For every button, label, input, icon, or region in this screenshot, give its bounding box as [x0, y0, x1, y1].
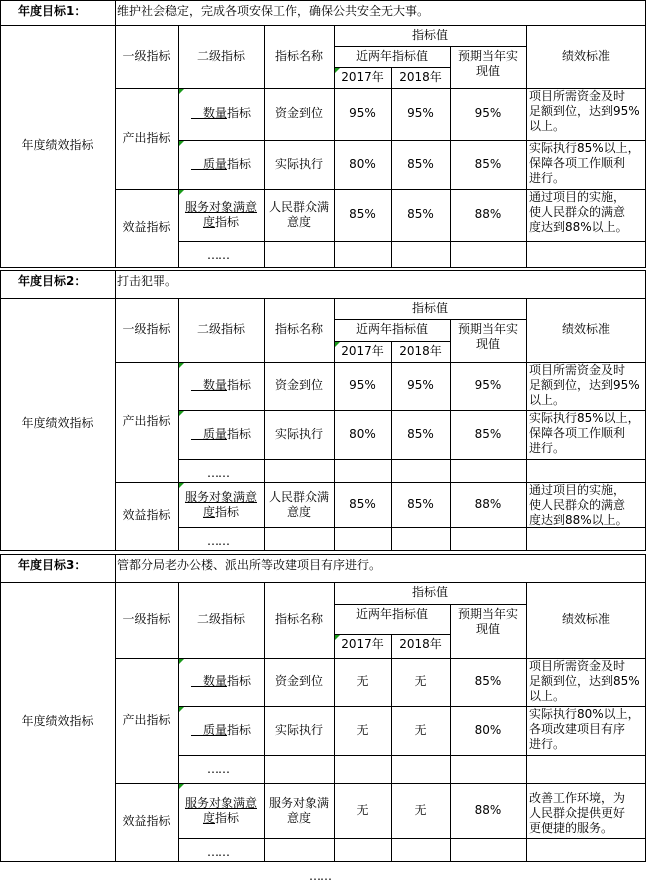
ellipsis-placeholder: ……: [207, 248, 229, 262]
level2-indicator: 服务对象满意: [184, 200, 257, 214]
performance-standard: 项目所需资金及时: [529, 659, 626, 673]
grid-line: [0, 550, 646, 551]
cell-comment-marker: [179, 784, 184, 789]
grid-line: [178, 838, 646, 839]
header-level1: 一级指标: [122, 322, 171, 336]
grid-line: [115, 554, 116, 583]
goal-label: 年度目标1：: [18, 4, 87, 18]
header-indicator-value: 指标值: [411, 585, 448, 599]
indicator-name: 意度: [286, 810, 311, 825]
performance-standard: 通过项目的实施，: [529, 483, 626, 497]
header-year-2017: 2017年: [341, 637, 384, 651]
ellipsis-placeholder: ……: [309, 869, 331, 883]
value-2018: 95%: [407, 106, 434, 120]
goal-label: 年度目标3：: [18, 558, 87, 572]
grid-line: [391, 634, 392, 862]
header-level2: 二级指标: [196, 48, 245, 63]
performance-standard: 实际执行85%以上，: [529, 141, 640, 155]
header-level1: 一级指标: [122, 48, 171, 63]
indicator-name: 人民群众满: [268, 489, 329, 504]
header-indicator-value: 指标值: [411, 28, 448, 42]
grid-line: [334, 634, 451, 635]
performance-standard: 足额到位，达到95%: [529, 378, 640, 392]
grid-line: [0, 267, 646, 268]
cell-comment-marker: [179, 363, 184, 368]
ellipsis-placeholder: ……: [207, 466, 229, 480]
value-2017: 95%: [349, 378, 376, 392]
performance-standard: 项目所需资金及时: [529, 89, 626, 103]
value-2018: 无: [414, 674, 427, 688]
indicator-name: 人民群众满: [268, 200, 329, 214]
header-recent-two-years: 近两年指标值: [355, 607, 428, 621]
ellipsis-placeholder: ……: [207, 845, 229, 859]
level2-indicator: 服务对象满意: [184, 795, 257, 810]
grid-line: [0, 298, 646, 299]
indicator-name: 意度: [286, 215, 311, 229]
level2-indicator: 数量指标: [190, 674, 252, 688]
performance-standard: 实际执行80%以上，: [529, 707, 640, 721]
expected-value: 85%: [474, 156, 502, 171]
performance-standard: 足额到位，达到85%: [529, 674, 640, 688]
indicator-name: 意度: [286, 504, 311, 519]
value-2017: 85%: [349, 496, 376, 511]
grid-line: [0, 0, 1, 268]
header-performance-standard: 绩效标准: [561, 48, 610, 63]
expected-value: 88%: [474, 207, 502, 221]
performance-standard: 保障各项工作顺利: [529, 426, 626, 440]
performance-standard: 项目所需资金及时: [529, 363, 626, 377]
value-2018: 无: [414, 722, 427, 737]
cell-comment-marker: [179, 659, 184, 664]
value-2018: 85%: [407, 156, 434, 171]
value-2017: 无: [356, 722, 369, 737]
level2-indicator: 服务对象满意: [184, 489, 257, 504]
expected-value: 85%: [474, 426, 502, 441]
performance-standard: 进行。: [529, 737, 566, 751]
header-level1: 一级指标: [122, 612, 171, 626]
header-expected-value: 预期当年实: [457, 49, 518, 63]
header-recent-two-years: 近两年指标值: [355, 49, 428, 63]
header-performance-standard: 绩效标准: [561, 612, 610, 626]
grid-line: [0, 582, 646, 583]
grid-line: [334, 341, 451, 342]
cell-comment-marker: [179, 190, 184, 195]
value-2018: 95%: [407, 378, 434, 392]
grid-line: [334, 67, 451, 68]
indicator-name: 实际执行: [274, 426, 323, 441]
grid-line: [0, 270, 1, 551]
goal-description: 维护社会稳定，完成各项安保工作，确保公共安全无大事。: [117, 4, 430, 18]
value-2017: 80%: [349, 156, 376, 171]
expected-value: 85%: [474, 674, 502, 688]
level2-indicator: 度指标: [202, 504, 240, 519]
performance-indicators-label: 年度绩效指标: [21, 416, 94, 430]
grid-line: [0, 0, 646, 1]
performance-standard: 人民群众提供更好: [529, 806, 626, 820]
ellipsis-placeholder: ……: [207, 534, 229, 548]
expected-value: 95%: [474, 106, 502, 120]
cell-comment-marker: [179, 411, 184, 416]
value-2017: 95%: [349, 106, 376, 120]
header-year-2017: 2017年: [341, 70, 384, 84]
goal-description: 管都分局老办公楼、派出所等改建项目有序进行。: [117, 558, 382, 572]
performance-standard: 以上。: [529, 393, 566, 407]
benefit-indicator-label: 效益指标: [122, 814, 171, 828]
performance-standard: 使人民群众的满意: [529, 498, 626, 512]
level2-indicator: 数量指标: [190, 106, 252, 120]
header-expected-value: 预期当年实: [457, 322, 518, 336]
header-expected-value: 现值: [475, 622, 500, 636]
indicator-name: 资金到位: [274, 378, 323, 392]
value-2018: 85%: [407, 496, 434, 511]
header-performance-standard: 绩效标准: [561, 322, 610, 336]
header-year-2018: 2018年: [399, 344, 442, 358]
performance-indicators-label: 年度绩效指标: [21, 138, 94, 152]
grid-line: [115, 270, 116, 299]
performance-standard: 足额到位，达到95%: [529, 104, 640, 118]
cell-comment-marker: [179, 89, 184, 94]
grid-line: [334, 46, 527, 47]
value-2018: 85%: [407, 207, 434, 221]
performance-standard: 使人民群众的满意: [529, 205, 626, 219]
header-expected-value: 现值: [475, 64, 500, 78]
header-year-2018: 2018年: [399, 70, 442, 84]
level2-indicator: 质量指标: [190, 426, 252, 441]
performance-standard: 实际执行85%以上，: [529, 411, 640, 425]
grid-line: [178, 459, 646, 460]
header-indicator-name: 指标名称: [274, 612, 323, 626]
header-indicator-value: 指标值: [411, 301, 448, 315]
benefit-indicator-label: 效益指标: [122, 220, 171, 234]
grid-line: [0, 554, 1, 862]
header-indicator-name: 指标名称: [274, 48, 323, 63]
grid-line: [115, 0, 116, 26]
indicator-name: 实际执行: [274, 156, 323, 171]
level2-indicator: 数量指标: [190, 378, 252, 392]
cell-comment-marker: [179, 483, 184, 488]
grid-line: [391, 341, 392, 551]
output-indicator-label: 产出指标: [122, 130, 171, 145]
indicator-name: 资金到位: [274, 106, 323, 120]
indicator-name: 服务对象满: [268, 795, 329, 810]
grid-line: [0, 554, 646, 555]
performance-standard: 度达到88%以上。: [529, 220, 628, 234]
header-indicator-name: 指标名称: [274, 322, 323, 336]
expected-value: 88%: [474, 802, 502, 817]
performance-standard: 各项改建项目有序: [529, 722, 626, 736]
value-2017: 无: [356, 674, 369, 688]
value-2018: 无: [414, 802, 427, 817]
performance-standard: 以上。: [529, 689, 566, 703]
indicator-name: 资金到位: [274, 674, 323, 688]
grid-line: [334, 319, 527, 320]
grid-line: [0, 25, 646, 26]
performance-standard: 保障各项工作顺利: [529, 156, 626, 170]
level2-indicator: 质量指标: [190, 722, 252, 737]
expected-value: 80%: [474, 722, 502, 737]
grid-line: [334, 604, 527, 605]
value-2017: 80%: [349, 426, 376, 441]
expected-value: 88%: [474, 496, 502, 511]
level2-indicator: 质量指标: [190, 156, 252, 171]
header-level2: 二级指标: [196, 322, 245, 336]
performance-standard: 以上。: [529, 119, 566, 133]
header-year-2017: 2017年: [341, 344, 384, 358]
performance-standard: 改善工作环境，为: [529, 791, 626, 805]
grid-line: [0, 270, 646, 271]
goal-label: 年度目标2：: [18, 274, 87, 288]
value-2017: 85%: [349, 207, 376, 221]
goal-description: 打击犯罪。: [117, 274, 178, 288]
value-2018: 85%: [407, 426, 434, 441]
performance-standard: 度达到88%以上。: [529, 513, 628, 527]
header-year-2018: 2018年: [399, 637, 442, 651]
grid-line: [178, 241, 646, 242]
performance-indicators-label: 年度绩效指标: [21, 713, 94, 728]
output-indicator-label: 产出指标: [122, 712, 171, 727]
cell-comment-marker: [179, 707, 184, 712]
level2-indicator: 度指标: [202, 810, 240, 825]
grid-line: [178, 755, 646, 756]
value-2017: 无: [356, 802, 369, 817]
performance-standard: 通过项目的实施，: [529, 190, 626, 204]
expected-value: 95%: [474, 378, 502, 392]
indicator-name: 实际执行: [274, 722, 323, 737]
ellipsis-placeholder: ……: [207, 762, 229, 776]
benefit-indicator-label: 效益指标: [122, 508, 171, 522]
performance-standard: 进行。: [529, 171, 566, 185]
header-recent-two-years: 近两年指标值: [355, 322, 428, 336]
grid-line: [0, 861, 646, 862]
performance-standard: 更便捷的服务。: [529, 821, 614, 835]
performance-standard: 进行。: [529, 441, 566, 455]
output-indicator-label: 产出指标: [122, 414, 171, 428]
header-level2: 二级指标: [196, 612, 245, 626]
cell-comment-marker: [179, 141, 184, 146]
header-expected-value: 现值: [475, 337, 500, 351]
header-expected-value: 预期当年实: [457, 607, 518, 621]
grid-line: [115, 783, 646, 784]
level2-indicator: 度指标: [202, 215, 240, 229]
